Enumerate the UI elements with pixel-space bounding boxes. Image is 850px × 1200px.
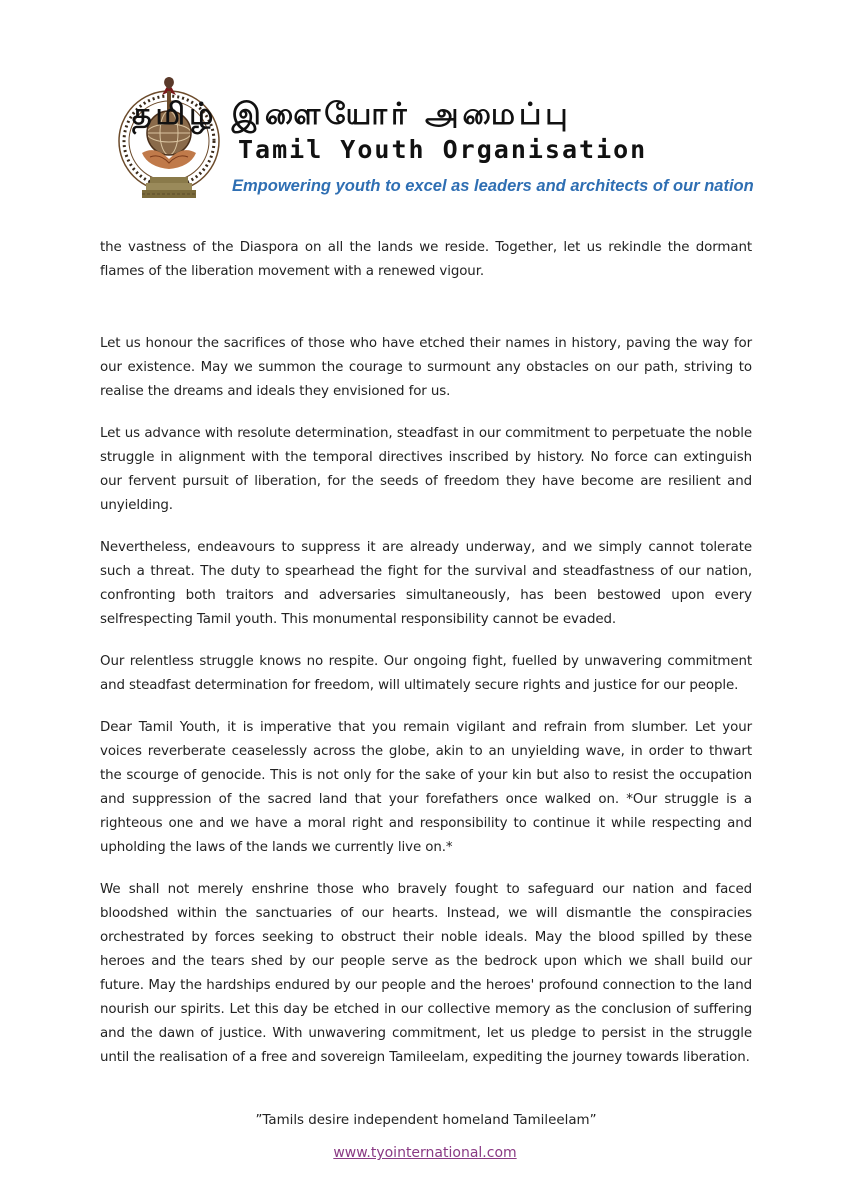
- paragraph: We shall not merely enshrine those who bravely fought to safeguard our nation and faced bloodshed within the sanctuaries of our hearts. Instead, we will dismantle the conspiracies orchestrated by forces seeking to obstruct their noble ideals. May the blood spilled by these heroes and the tears shed by our people serve as the bedrock upon which we shall build our future. May the hardships endured by our people and the heroes' profound connection to the land nourish our spirits. Let this day be etched in our collective memory as the conclusion of suffering and the dawn of justice. With unwavering commitment, let us pledge to persist in the struggle until the realisation of a free and sovereign Tamileelam, expediting the journey towards liberation.: [100, 882, 752, 1065]
- closing-quote: ”Tamils desire independent homeland Tamileelam”: [255, 1113, 597, 1128]
- organisation-tagline: Empowering youth to excel as leaders and architects of our nation: [232, 177, 754, 195]
- letter-body: [100, 236, 752, 1084]
- website-link[interactable]: www.tyointernational.com: [333, 1145, 517, 1161]
- paragraph: Let us advance with resolute determination, steadfast in our commitment to perpetuate the noble struggle in alignment with the temporal directives inscribed by history. No force can extinguish our fervent pursuit of liberation, for the seeds of freedom they have become are resilient and unyielding.: [100, 426, 752, 513]
- organisation-name-tamil: தமிழ் இளையோர் அமைப்பு: [132, 97, 572, 132]
- paragraph: Our relentless struggle knows no respite. Our ongoing fight, fuelled by unwavering commitment and steadfast determination for freedom, will ultimately secure rights and justice for our people.: [100, 654, 752, 693]
- organisation-name-english: Tamil Youth Organisation: [238, 135, 648, 164]
- paragraph: Dear Tamil Youth, it is imperative that you remain vigilant and refrain from slumber. Let your voices reverberate ceaselessly across the globe, akin to an unyielding wave, in order to thwart the scourge of genocide. This is not only for the sake of your kin but also to resist the occupation and suppression of the sacred land that your forefathers once walked on. *Our struggle is a righteous one and we have a moral right and responsibility to continue it while respecting and upholding the laws of the lands we currently live on.*: [100, 720, 752, 855]
- paragraph: Let us honour the sacrifices of those who have etched their names in history, paving the way for our existence. May we summon the courage to surmount any obstacles on our path, striving to realise the dreams and ideals they envisioned for us.: [100, 336, 752, 399]
- paragraph: the vastness of the Diaspora on all the lands we reside. Together, let us rekindle the dormant flames of the liberation movement with a renewed vigour.: [100, 240, 752, 279]
- tyo-emblem-icon: [110, 75, 228, 205]
- paragraph: Nevertheless, endeavours to suppress it are already underway, and we simply cannot tolerate such a threat. The duty to spearhead the fight for the survival and steadfastness of our nation, confronting both traitors and adversaries simultaneously, has been bestowed upon every selfrespecting Tamil youth. This monumental responsibility cannot be evaded.: [100, 540, 752, 627]
